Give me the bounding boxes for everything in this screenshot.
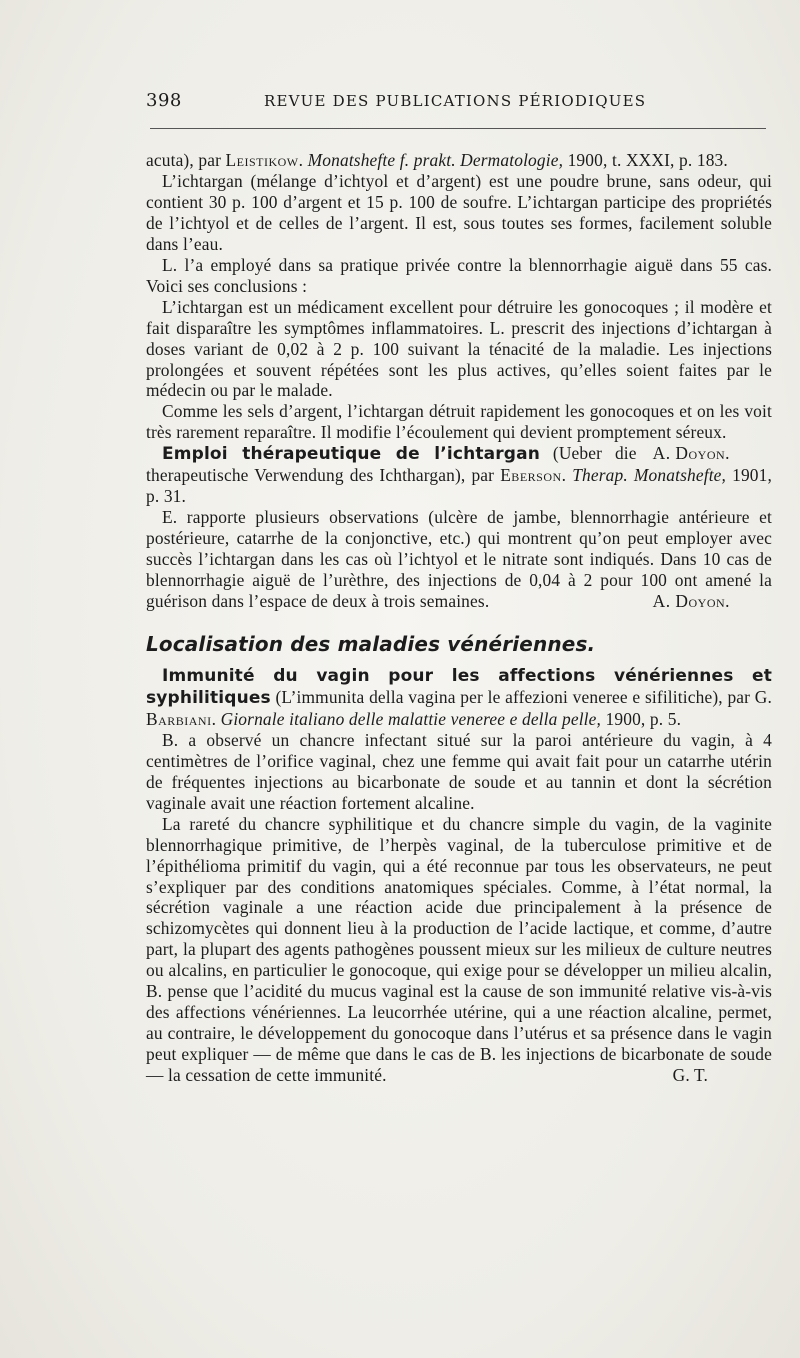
entry1-reference: 1900, t. XXXI, p. 183.	[563, 150, 728, 170]
entry3-signature: G. T.	[672, 1065, 708, 1086]
page-header	[146, 90, 772, 114]
entry2-signature: A. Doyon.	[652, 591, 730, 612]
section-heading: Localisation des maladies vénériennes.	[146, 631, 596, 656]
entry1-journal: Monatshefte f. prakt. Dermatologie,	[307, 150, 564, 170]
entry1-paragraph-3: L’ichtargan est un médicament excellent pour détruire les gonocoques ; il modère et fait disparaître les symptômes inflammatoires. L. prescrit des injections d’ichtargan à doses variant de 0,02 à 2 p. 100 suivant la ténacité de la maladie. Les injections prolongées et souvent répétées sont les plus actives, qu’elles soient faites par le médecin ou par le malade.	[146, 296, 772, 401]
entry1-signature: A. Doyon.	[652, 443, 730, 464]
entry1-author: Leistikow	[225, 150, 299, 170]
entry3-citation: Immunité du vagin pour les affections vénériennes et syphilitiques (L’immunita della vagina per le affezioni veneree e sifilitiche), par G. Barbiani. Giornale italiano delle malattie veneree e della pelle, 1900, p. 5.	[146, 665, 772, 729]
entry2-title: Emploi thérapeutique de l’ichtargan	[162, 444, 540, 465]
header-rule	[150, 128, 766, 129]
entry3-reference: 1900, p. 5.	[601, 708, 682, 729]
running-title: REVUE DES PUBLICATIONS PÉRIODIQUES	[264, 92, 647, 110]
page-number: 398	[146, 90, 182, 111]
entry1-citation-continuation: acuta), par Leistikow. Monatshefte f. prakt. Dermatologie, 1900, t. XXXI, p. 183.	[146, 150, 728, 170]
page-body	[146, 150, 772, 1086]
entry3-journal: Giornale italiano delle malattie veneree e della pelle,	[220, 708, 602, 729]
entry1-paragraph-2: L. l’a employé dans sa pratique privée contre la blennorrhagie aiguë dans 55 cas. Voici ses conclusions :	[146, 254, 772, 296]
entry2-journal: Therap. Monatshefte,	[572, 465, 727, 486]
entry2-author: Eberson	[500, 465, 562, 486]
entry3-paragraph-1: B. a observé un chancre infectant situé sur la paroi antérieure du vagin, à 4 centimètres de l’orifice vaginal, chez une femme qui avait fait pour un catarrhe utérin de fréquentes injections au bicarbonate de soude et au tannin et dont la sécrétion vaginale avait une réaction fortement alcaline.	[146, 729, 772, 813]
entry2-reference: 1901, p. 31.	[146, 465, 772, 507]
entry3-author: Barbiani	[146, 708, 212, 729]
entry2-paragraph-1: E. rapporte plusieurs observations (ulcère de jambe, blennorrhagie antérieure et postérieure, catarrhe de la conjonctive, etc.) qui montrent qu’on peut employer avec succès l’ichtargan dans les cas où l’ichtyol et le nitrate sont indiqués. Dans 10 cas de blennorrhagie aiguë de l’urèthre, des injections de 0,04 à 2 pour 100 ont amené la guérison dans l’espace de deux à trois semaines. A. Doyon.	[146, 507, 772, 612]
entry3-title: Immunité du vagin pour les affections vénériennes et syphilitiques	[146, 665, 772, 708]
entry3-paragraph-2: La rareté du chancre syphilitique et du chancre simple du vagin, de la vaginite blennorrhagique primitive, de l’herpès vaginal, de la tuberculose primitive et de l’épithélioma primitif du vagin, qui a été reconnue par tous les observateurs, ne peut s’expliquer par des conditions anatomiques spéciales. Comme, à l’état normal, la sécrétion vaginale a une réaction acide due principalement à la présence de schizomycètes qui donnent lieu à la production de l’acide lactique, et comme, d’autre part, la plupart des agents pathogènes poussent mieux sur les milieux de culture neutres ou alcalins, en particulier le gonocoque, qui exige pour se développer un milieu alcalin, B. pense que l’acidité du mucus vaginal est la cause de son immunité relative vis-à-vis des affections vénériennes. La leucorrhée utérine, qui a une réaction alcaline, permet, au contraire, le développement du gonocoque dans l’utérus et sa présence dans le vagin peut expliquer — de même que dans le cas de B. les injections de bicarbonate de soude — la cessation de cette immunité. G. T.	[146, 813, 772, 1086]
entry1-paragraph-1: L’ichtargan (mélange d’ichtyol et d’argent) est une poudre brune, sans odeur, qui contient 30 p. 100 d’argent et 15 p. 100 de soufre. L’ichtargan participe des propriétés de l’ichtyol et de celles de l’argent. Il est, sous toutes ses formes, facilement soluble dans l’eau.	[146, 170, 772, 254]
entry1-paragraph-4: Comme les sels d’argent, l’ichtargan détruit rapidement les gonocoques et on les voit très rarement reparaître. Il modifie l’écoulement qui devient promptement séreux. A. Doyon.	[146, 401, 772, 464]
entry2-citation: Emploi thérapeutique de l’ichtargan (Ueber die therapeutische Verwendung des Ichthargan), par Eberson. Therap. Monatshefte, 1901, p. 31.	[146, 443, 772, 507]
